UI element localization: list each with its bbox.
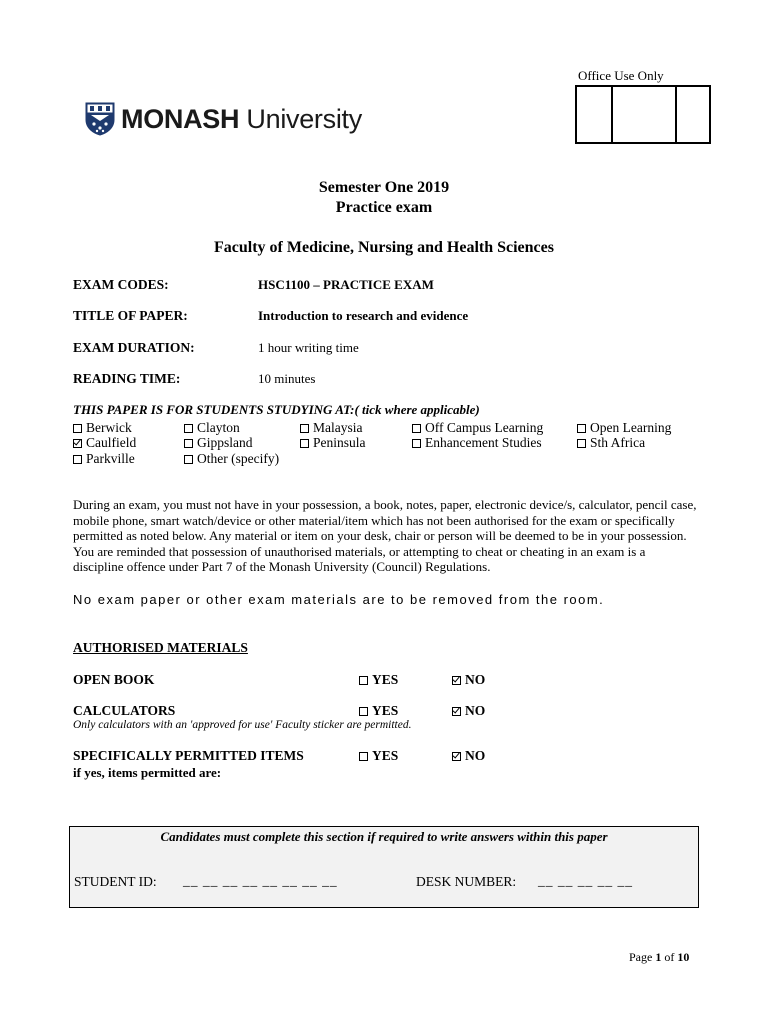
candidate-section-title: Candidates must complete this section if required to write answers within this paper (160, 829, 608, 844)
page-current: 1 (655, 950, 662, 964)
campus-option-malaysia[interactable] (300, 420, 363, 436)
campus-option-enhancement[interactable] (412, 435, 542, 451)
open-book-no[interactable] (452, 672, 485, 688)
campus-option-parkville[interactable] (73, 451, 135, 467)
checkbox-icon[interactable] (300, 424, 309, 433)
student-id-label: STUDENT ID: (74, 874, 157, 889)
exam-duration-label: EXAM DURATION: (73, 340, 195, 355)
reading-time-value: 10 minutes (258, 371, 316, 386)
checkbox-icon[interactable] (577, 439, 586, 448)
permitted-items-yes[interactable] (359, 748, 398, 764)
checkbox-icon[interactable] (184, 439, 193, 448)
title-of-paper-label: TITLE OF PAPER: (73, 308, 188, 323)
study-location-title: THIS PAPER IS FOR STUDENTS STUDYING AT:( tick where applicable) (73, 402, 480, 417)
no-label: NO (465, 748, 486, 763)
open-book-label: OPEN BOOK (73, 672, 155, 687)
checkbox-icon[interactable] (73, 424, 82, 433)
page-prefix: Page (629, 950, 656, 964)
yes-label: YES (372, 748, 399, 763)
office-use-cell (613, 87, 677, 142)
permitted-items-label: SPECIFICALLY PERMITTED ITEMS (73, 748, 304, 763)
checkbox-checked-icon[interactable] (452, 752, 461, 761)
calculators-label: CALCULATORS (73, 703, 176, 718)
exam-duration-value: 1 hour writing time (258, 340, 359, 355)
semester-heading: Semester One 2019 (318, 179, 450, 196)
monash-crest-icon (85, 102, 115, 136)
logo-wordmark-strong: MONASH (121, 103, 240, 134)
campus-option-berwick[interactable] (73, 420, 132, 436)
permitted-items-no[interactable] (452, 748, 485, 764)
office-use-label: Office Use Only (578, 68, 664, 83)
campus-option-off-campus[interactable] (412, 420, 543, 436)
checkbox-icon[interactable] (412, 439, 421, 448)
office-use-cell (677, 87, 709, 142)
faculty-heading: Faculty of Medicine, Nursing and Health Sciences (214, 239, 554, 256)
campus-label: Berwick (86, 420, 132, 435)
practice-heading: Practice exam (335, 199, 433, 216)
campus-option-gippsland[interactable] (184, 435, 253, 451)
campus-label: Clayton (197, 420, 240, 435)
campus-label: Gippsland (197, 435, 253, 450)
possession-rules-paragraph: During an exam, you must not have in your possession, a book, notes, paper, electronic device/s, calculator, pencil case, mobile phone, smart watch/device or other material/item which has not been authorised for the exam or specifically permitted as noted below. Any material or item on your desk, chair or person will be deemed to be in your possession. You are reminded that possession of unauthorised materials, or attempting to cheat or cheating in an exam is a discipline offence under Part 7 of the Monash University (Council) Regulations. (73, 497, 697, 574)
checkbox-icon[interactable] (184, 424, 193, 433)
campus-label: Other (specify) (197, 451, 280, 466)
campus-option-clayton[interactable] (184, 420, 240, 436)
campus-option-peninsula[interactable] (300, 435, 366, 451)
calculators-note: Only calculators with an 'approved for use' Faculty sticker are permitted. (73, 719, 412, 731)
checkbox-icon[interactable] (300, 439, 309, 448)
checkbox-icon[interactable] (359, 707, 368, 716)
office-use-cell (577, 87, 613, 142)
page-number (629, 950, 689, 965)
checkbox-icon[interactable] (412, 424, 421, 433)
checkbox-icon[interactable] (73, 455, 82, 464)
logo-wordmark (121, 104, 362, 135)
page-of: of (661, 950, 678, 964)
checkbox-icon[interactable] (359, 676, 368, 685)
campus-option-sth-africa[interactable] (577, 435, 645, 451)
logo-wordmark-light: University (239, 103, 362, 134)
desk-number-label: DESK NUMBER: (416, 874, 517, 889)
campus-label: Sth Africa (590, 435, 646, 450)
checkbox-checked-icon[interactable] (452, 676, 461, 685)
exam-codes-label: EXAM CODES: (73, 277, 169, 292)
reading-time-label: READING TIME: (73, 371, 181, 386)
desk-number-input[interactable]: __ __ __ __ __ (538, 873, 633, 888)
exam-codes-value: HSC1100 – PRACTICE EXAM (258, 277, 434, 292)
page-total: 10 (677, 950, 690, 964)
campus-label: Caulfield (86, 435, 137, 450)
checkbox-checked-icon[interactable] (73, 439, 82, 448)
campus-label: Off Campus Learning (425, 420, 544, 435)
checkbox-icon[interactable] (184, 455, 193, 464)
permitted-items-sub: if yes, items permitted are: (73, 765, 222, 780)
open-book-yes[interactable] (359, 672, 398, 688)
office-use-box (575, 85, 711, 144)
campus-option-other[interactable] (184, 451, 279, 467)
campus-label: Malaysia (313, 420, 363, 435)
title-of-paper-value: Introduction to research and evidence (258, 308, 469, 323)
calculators-no[interactable] (452, 703, 485, 719)
campus-label: Parkville (86, 451, 135, 466)
no-removal-notice: No exam paper or other exam materials are to be removed from the room. (73, 592, 605, 607)
campus-option-caulfield[interactable] (73, 435, 136, 451)
calculators-yes[interactable] (359, 703, 398, 719)
candidate-section (69, 826, 699, 908)
no-label: NO (465, 672, 486, 687)
campus-option-open-learning[interactable] (577, 420, 671, 436)
checkbox-icon[interactable] (359, 752, 368, 761)
no-label: NO (465, 703, 486, 718)
authorised-materials-heading: AUTHORISED MATERIALS (73, 640, 248, 655)
yes-label: YES (372, 703, 399, 718)
campus-label: Peninsula (313, 435, 366, 450)
checkbox-icon[interactable] (577, 424, 586, 433)
campus-label: Enhancement Studies (425, 435, 542, 450)
checkbox-checked-icon[interactable] (452, 707, 461, 716)
monash-logo (85, 102, 362, 136)
student-id-input[interactable]: __ __ __ __ __ __ __ __ (183, 873, 338, 888)
yes-label: YES (372, 672, 399, 687)
campus-label: Open Learning (590, 420, 672, 435)
